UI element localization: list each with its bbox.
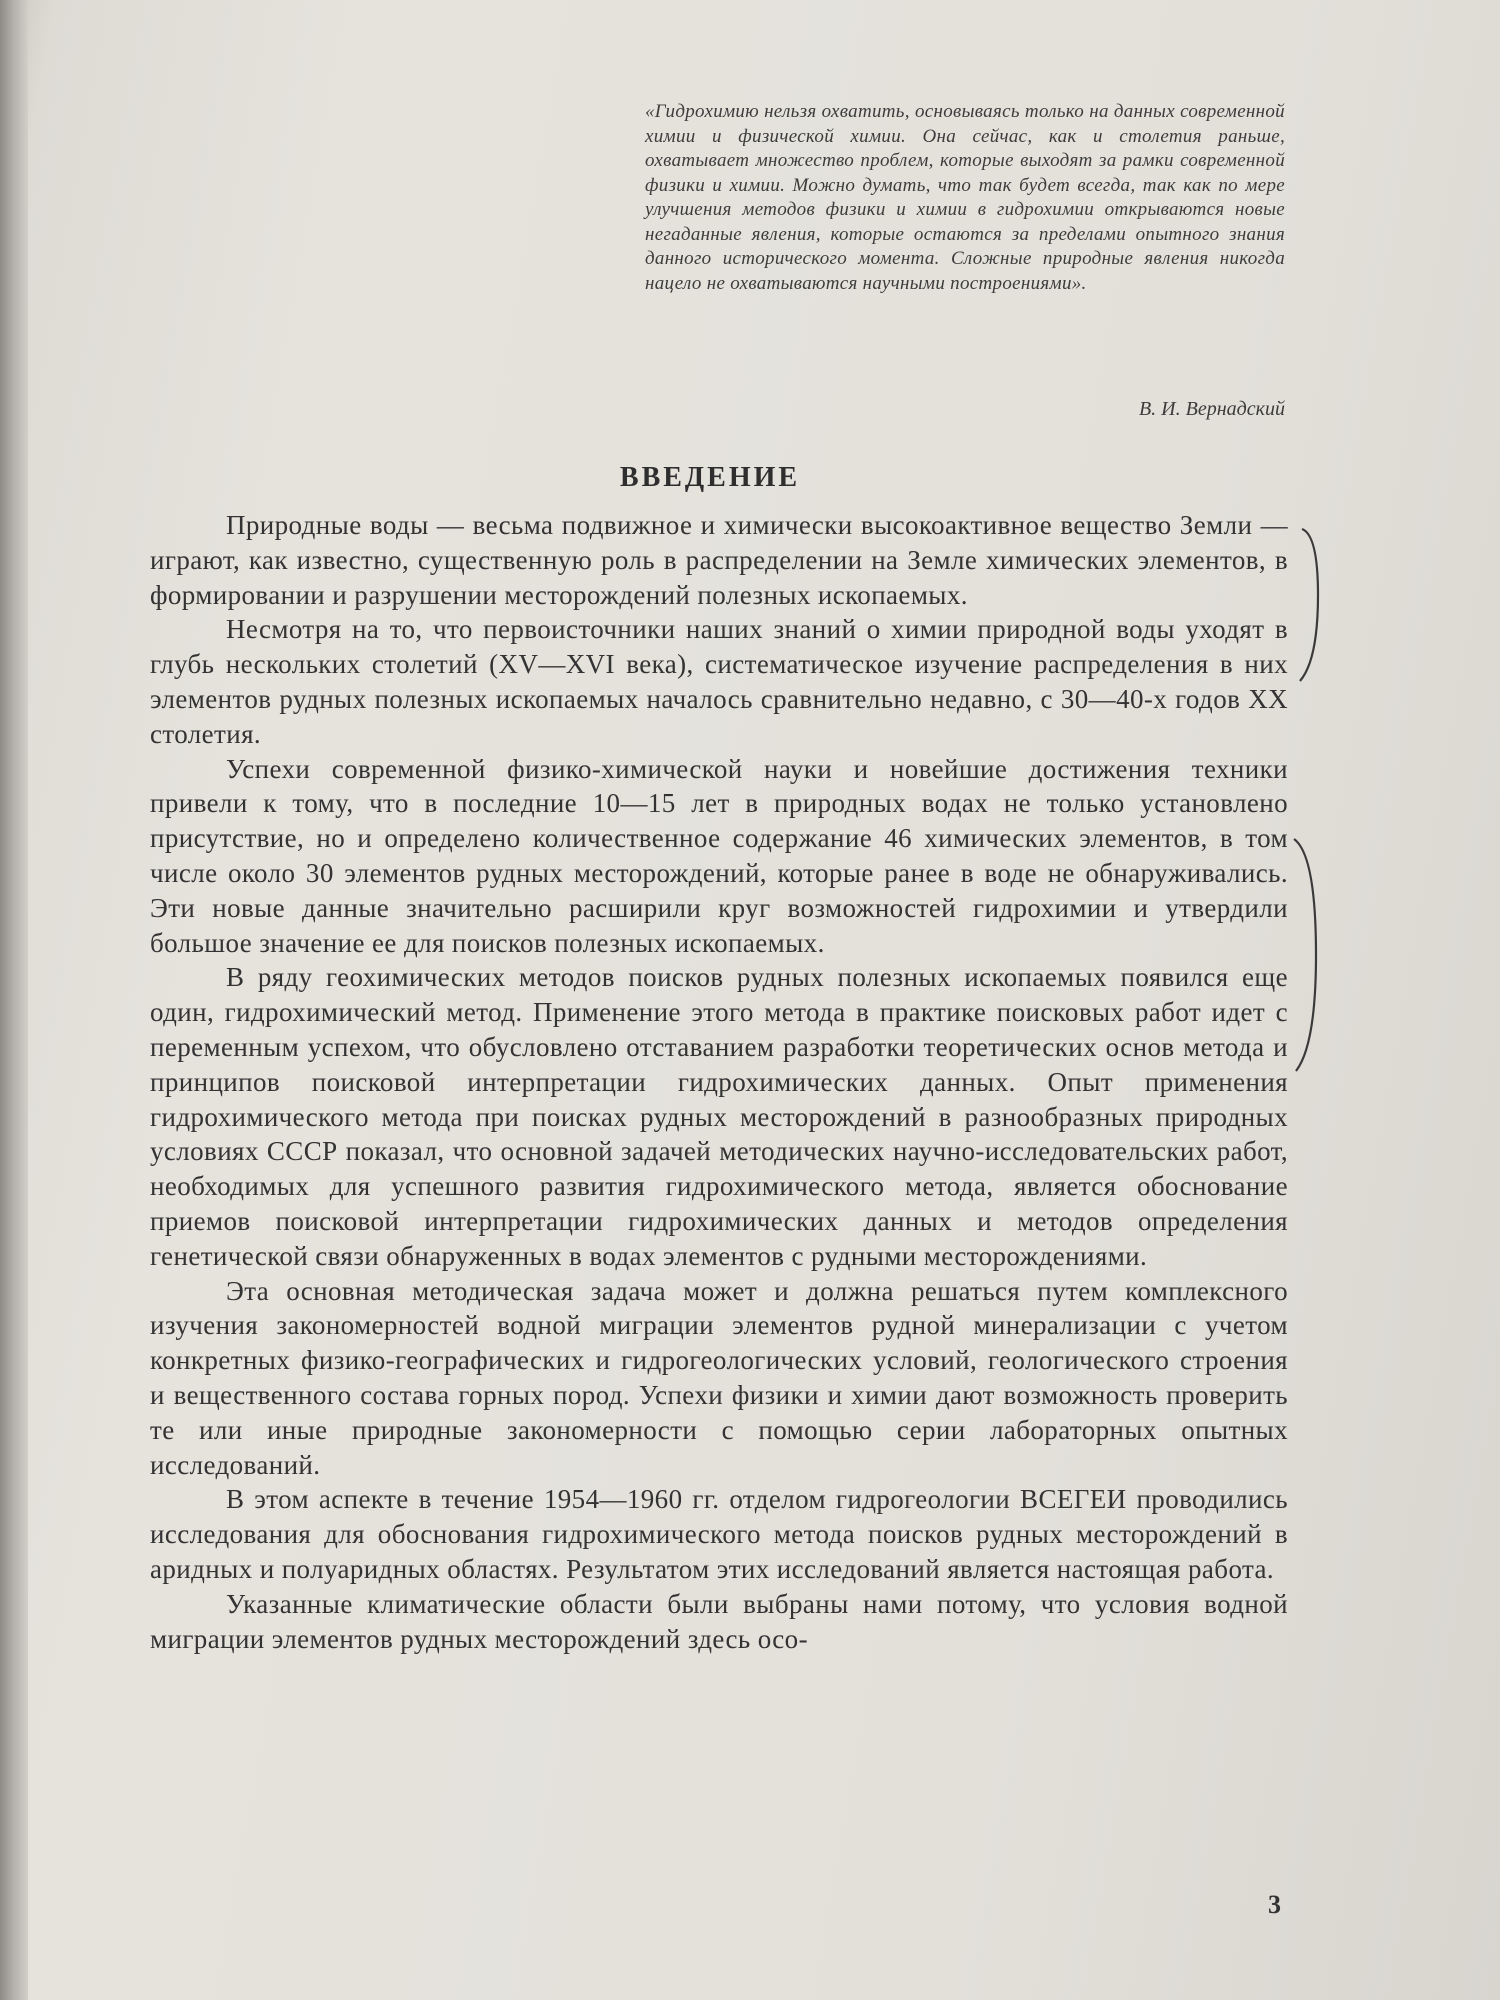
- paragraph: Успехи современной физико-химической науки и новейшие достижения техники привели к тому, что в последние 10—15 лет в природных водах не только установлено присутствие, но и определено количественное содержание 46 химических элементов, в том числе около 30 элементов рудных месторождений, которые ранее в воде не обнаруживались. Эти новые данные значительно расширили круг возможностей гидрохимии и утвердили большое значение ее для поисков полезных ископаемых.: [150, 753, 1288, 958]
- book-gutter-shadow: [0, 0, 28, 2000]
- paragraph: В этом аспекте в течение 1954—1960 гг. отделом гидрогеологии ВСЕГЕИ проводились исследования для обоснования гидрохимического метода поисков рудных месторождений в аридных и полуаридных областях. Результатом этих исследований является настоящая работа.: [150, 1484, 1288, 1584]
- paragraph: Несмотря на то, что первоисточники наших знаний о химии природной воды уходят в глубь нескольких столетий (XV—XVI века), систематическое изучение распределения в них элементов рудных полезных ископаемых началось сравнительно недавно, с 30—40-х годов XX столетия.: [150, 614, 1288, 749]
- epigraph-quote: «Гидрохимию нельзя охватить, основываясь только на данных современной химии и физической химии. Она сейчас, как и столетия раньше, охватывает множество проблем, которые выходят за рамки современной физики и химии. Можно думать, что так будет всегда, так как по мере улучшения методов физики и химии в гидрохимии открываются новые негаданные явления, которые остаются за пределами опытного знания данного исторического момента. Сложные природные явления никогда нацело не охватываются научными построениями».: [645, 101, 1285, 294]
- body-text: [150, 508, 1288, 1656]
- paragraph: Эта основная методическая задача может и должна решаться путем комплексного изучения закономерностей водной миграции элементов рудной минерализации с учетом конкретных физико-географических и гидрогеологических условий, геологического строения и вещественного состава горных пород. Успехи физики и химии дают возможность проверить те или иные природные закономерности с помощью серии лабораторных опытных исследований.: [150, 1275, 1288, 1480]
- section-heading: ВВЕДЕНИЕ: [619, 462, 801, 493]
- paragraph: Указанные климатические области были выбраны нами потому, что условия водной миграции элементов рудных месторождений здесь осо-: [150, 1588, 1288, 1654]
- paragraph: В ряду геохимических методов поисков рудных полезных ископаемых появился еще один, гидрохимический метод. Применение этого метода в практике поисковых работ идет с переменным успехом, что обусловлено отставанием разработки теоретических основ метода и принципов поисковой интерпретации гидрохимических данных. Опыт применения гидрохимического метода при поисках рудных месторождений в разнообразных природных условиях СССР показал, что основной задачей методических научно-исследовательских работ, необходимых для успешного развития гидрохимического метода, является обоснование приемов поисковой интерпретации гидрохимических данных и методов определения генетической связи обнаруженных в водах элементов с рудными месторождениями.: [150, 962, 1288, 1271]
- epigraph-author: В. И. Вернадский: [1138, 398, 1285, 420]
- paragraph: Природные воды — весьма подвижное и химически высокоактивное вещество Земли — играют, как известно, существенную роль в распределении на Земле химических элементов, в формировании и разрушении месторождений полезных ископаемых.: [150, 510, 1288, 610]
- page-number: 3: [1268, 1890, 1281, 1919]
- margin-bracket-mark: [1296, 525, 1336, 685]
- margin-bracket-mark: [1290, 835, 1330, 1075]
